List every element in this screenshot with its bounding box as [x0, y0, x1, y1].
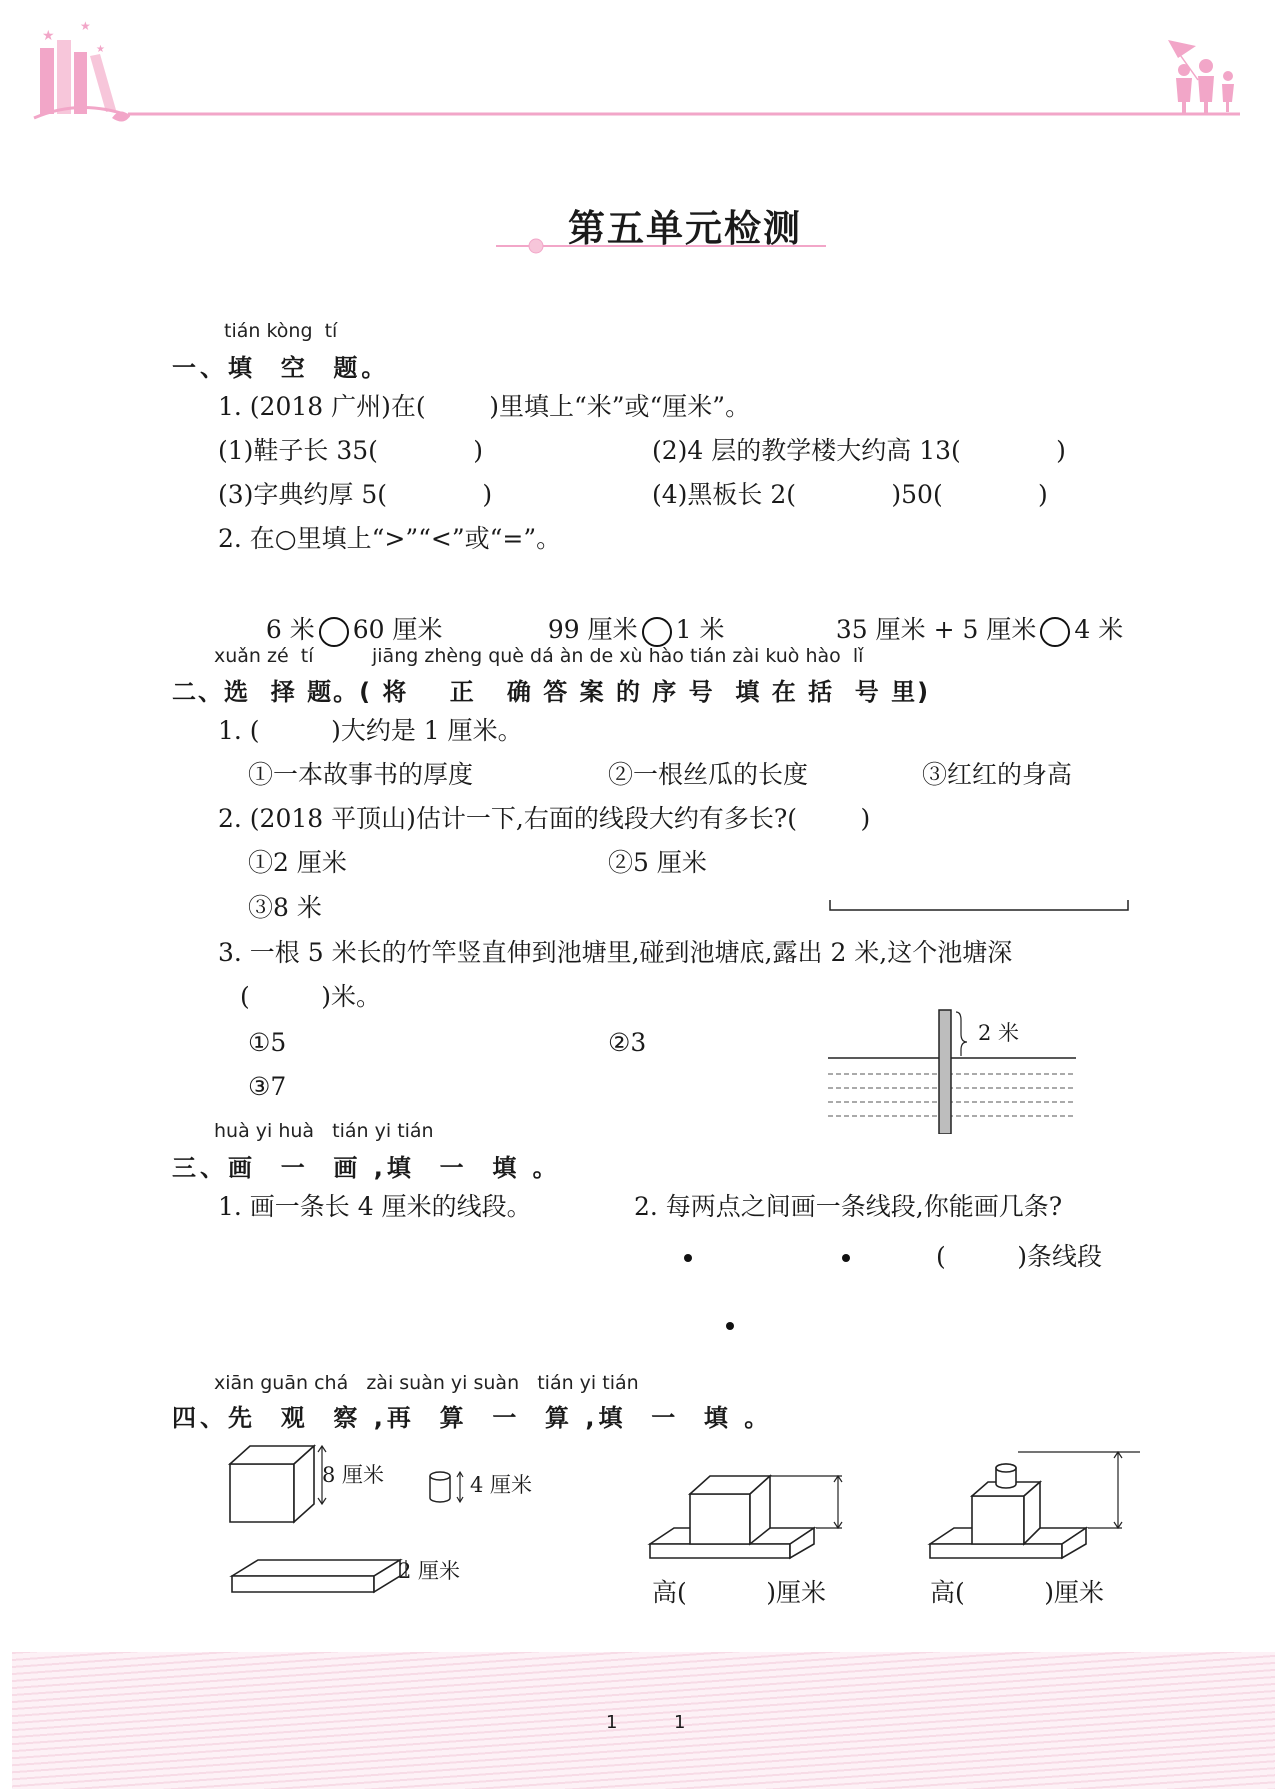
compare-2-right: 1 米 [675, 615, 725, 644]
page-number-digit-1: 1 [606, 1712, 618, 1733]
s1-question-1: 1. (2018 广州)在( )里填上“米”或“厘米”。 [218, 392, 751, 421]
cube-figure [226, 1440, 336, 1530]
section3-heading: 三、画 一 画 ,填 一 填 。 [172, 1154, 561, 1182]
section1-heading: 一、填 空 题。 [172, 354, 390, 382]
compare-3-left: 35 厘米 + 5 厘米 [835, 615, 1037, 644]
compare-circle-3[interactable] [1040, 617, 1070, 647]
section4-pinyin: xiān guān chá zài suàn yi suàn tián yi tián [214, 1372, 639, 1394]
dots-figure [680, 1246, 860, 1336]
footer-band [12, 1652, 1275, 1789]
books-logo-icon [34, 19, 130, 122]
compare-item-3 [820, 585, 1123, 647]
s2-q1-option-1: ①一本故事书的厚度 [248, 760, 474, 789]
s3-answer: ( )条线段 [936, 1242, 1103, 1271]
s2-q3-option-2: ②3 [608, 1028, 647, 1057]
height-answer-2: 高( )厘米 [930, 1578, 1104, 1607]
bamboo-pole [939, 1010, 951, 1134]
section2-pinyin-a: xuǎn zé tí [214, 645, 314, 667]
compare-circle-2[interactable] [642, 617, 672, 647]
s1-question-2: 2. 在○里填上“>”“<”或“=”。 [218, 524, 562, 553]
s2-q2-option-3: ③8 米 [248, 893, 322, 922]
s2-question-3-line1: 3. 一根 5 米长的竹竿竖直伸到池塘里,碰到池塘底,露出 2 米,这个池塘深 [218, 938, 1013, 967]
cylinder-label: 4 厘米 [470, 1473, 533, 1497]
section4-heading: 四、先 观 察 ,再 算 一 算 ,填 一 填 。 [172, 1404, 773, 1432]
compare-item-2 [532, 585, 725, 647]
s2-question-3-line2: ( )米。 [240, 982, 382, 1011]
s1-q1-item-1: (1)鞋子长 35( ) [218, 436, 484, 465]
s2-q2-option-2: ②5 厘米 [608, 848, 707, 877]
s1-q1-item-4: (4)黑板长 2( )50( ) [652, 480, 1048, 509]
stack-figure-1 [646, 1460, 856, 1570]
section2-pinyin-b: jiāng zhèng què dá àn de xù hào tián zài kuò hào lǐ [372, 645, 864, 667]
compare-item-1 [250, 585, 443, 647]
s2-q3-option-1: ①5 [248, 1028, 287, 1057]
height-answer-1: 高( )厘米 [652, 1578, 826, 1607]
s2-q1-option-3: ③红红的身高 [922, 760, 1073, 789]
s3-question-1: 1. 画一条长 4 厘米的线段。 [218, 1192, 532, 1221]
title-underline [496, 236, 826, 256]
s2-question-2: 2. (2018 平顶山)估计一下,右面的线段大约有多长?( ) [218, 804, 871, 833]
s1-q1-item-3: (3)字典约厚 5( ) [218, 480, 493, 509]
svg-text:★: ★ [80, 19, 91, 33]
children-silhouette-icon [1168, 40, 1234, 114]
svg-text:★: ★ [42, 28, 55, 44]
s3-question-2: 2. 每两点之间画一条线段,你能画几条? [634, 1192, 1063, 1221]
s2-q2-option-1: ①2 厘米 [248, 848, 347, 877]
section3-pinyin: huà yi huà tián yi tián [214, 1120, 434, 1142]
page-number-digit-2: 1 [674, 1712, 686, 1733]
compare-2-left: 99 厘米 [547, 615, 638, 644]
compare-circle-1[interactable] [319, 617, 349, 647]
pond-label: 2 米 [978, 1021, 1020, 1045]
slab-label: 2 厘米 [398, 1559, 461, 1583]
segment-figure [828, 898, 1132, 914]
pond-diagram [828, 1004, 1078, 1134]
cylinder-figure [426, 1468, 470, 1508]
s1-q1-item-2: (2)4 层的教学楼大约高 13( ) [652, 436, 1066, 465]
compare-1-left: 6 米 [265, 615, 315, 644]
s2-q3-option-3: ③7 [248, 1072, 287, 1101]
header-decoration [0, 0, 1287, 140]
compare-1-right: 60 厘米 [352, 615, 443, 644]
svg-text:★: ★ [96, 44, 105, 55]
slab-figure [228, 1552, 408, 1602]
compare-3-right: 4 米 [1074, 615, 1124, 644]
s2-q1-option-2: ②一根丝瓜的长度 [608, 760, 809, 789]
stack-figure-2 [926, 1440, 1146, 1570]
section2-heading: 二、选 择 题。( 将 正 确 答 案 的 序 号 填 在 括 号 里) [172, 678, 931, 706]
cube-label: 8 厘米 [322, 1463, 385, 1487]
section1-pinyin: tián kòng tí [224, 320, 338, 342]
page-title: 第五单元检测 [568, 206, 802, 250]
s2-question-1: 1. ( )大约是 1 厘米。 [218, 716, 523, 745]
